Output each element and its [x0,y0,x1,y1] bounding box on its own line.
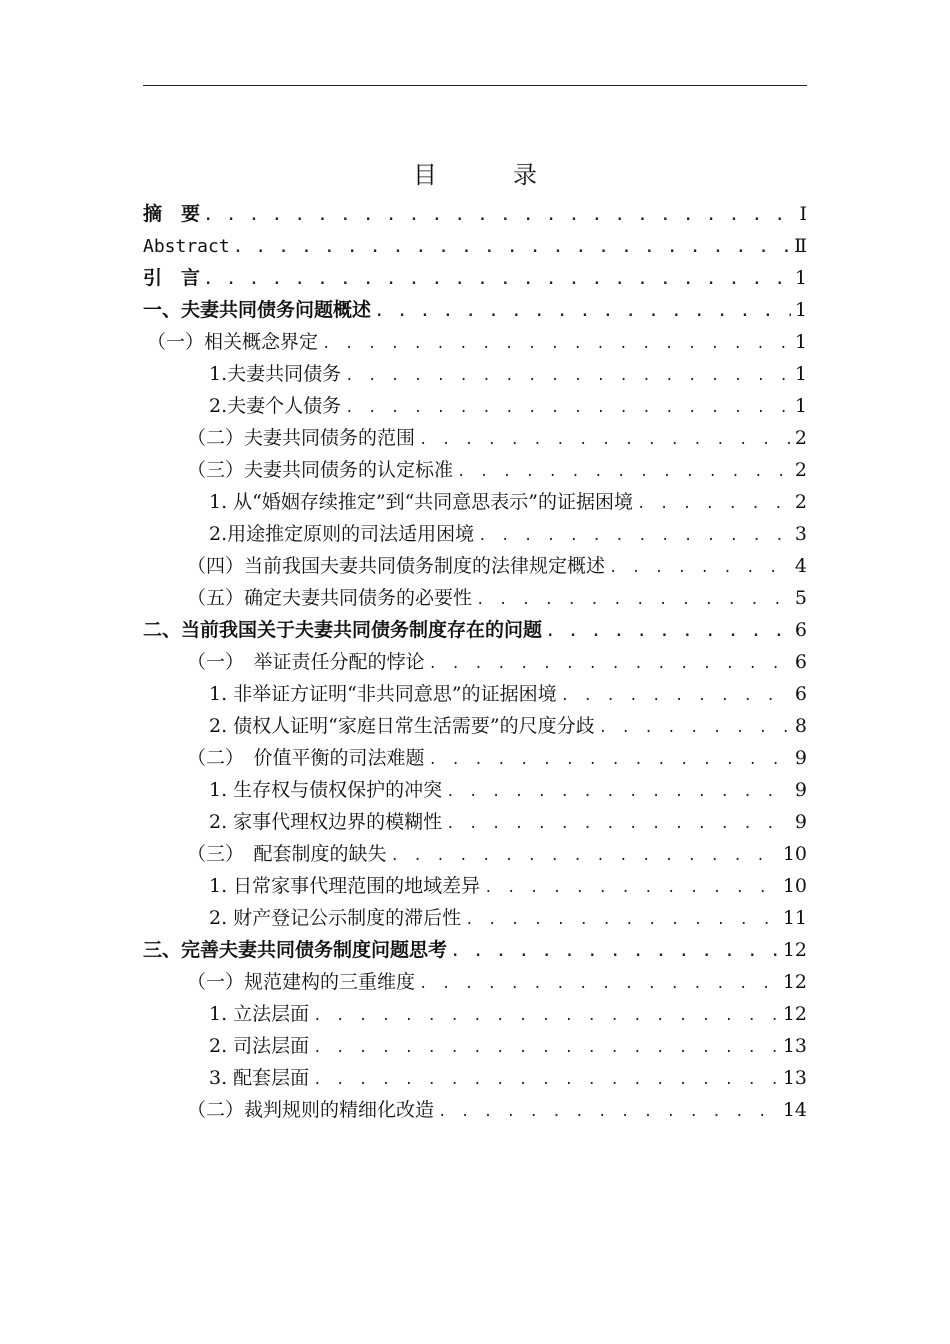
toc-entry-subsection[interactable] [143,774,807,806]
toc-entry-subsection[interactable] [143,710,807,742]
toc-label: （三） 配套制度的缺失 [187,843,387,865]
toc-label: 1. 生存权与债权保护的冲突 [209,779,443,801]
dot-leader [313,1000,779,1032]
dot-leader [234,232,790,264]
toc-entry-subsection[interactable] [143,870,807,902]
toc-page-number: 2 [794,491,807,513]
toc-label: 1.夫妻共同债务 [209,363,342,385]
toc-entry-section[interactable] [143,582,807,614]
toc-label: 2.用途推定原则的司法适用困境 [209,523,475,545]
dot-leader [451,936,779,968]
toc-entry-section[interactable] [143,326,807,358]
toc-page-number: 11 [782,907,807,929]
toc-label: 2. 财产登记公示制度的滞后性 [209,907,462,929]
toc-entry-section[interactable] [143,1094,807,1126]
dot-leader [478,520,791,552]
dot-leader [313,1064,779,1096]
dot-leader [438,1096,779,1128]
toc-page-number: 1 [794,363,807,385]
toc-entry-subsection[interactable] [143,390,807,422]
dot-leader [313,1032,779,1064]
toc-page-number: 9 [794,779,807,801]
toc-entry-abstract-cn[interactable] [143,198,807,230]
toc-label: 2. 债权人证明“家庭日常生活需要”的尺度分歧 [209,715,595,737]
toc-label: （二）裁判规则的精细化改造 [187,1099,435,1121]
toc-page-number: 12 [782,939,807,961]
dot-leader [204,200,791,232]
header-rule [143,85,807,86]
dot-leader [546,616,791,648]
toc-entry-subsection[interactable] [143,1062,807,1094]
toc-entry-subsection[interactable] [143,678,807,710]
toc-label: 3. 配套层面 [209,1067,310,1089]
dot-leader [637,488,791,520]
toc-entry-chapter-2[interactable] [143,614,807,646]
toc-entry-section[interactable] [143,742,807,774]
toc-entry-section[interactable] [143,838,807,870]
toc-entry-section[interactable] [143,550,807,582]
dot-leader [429,648,791,680]
toc-label: （二）夫妻共同债务的范围 [187,427,416,449]
toc-label: 一、夫妻共同债务问题概述 [143,299,372,321]
toc-label: 2.夫妻个人债务 [209,395,342,417]
toc-page-number: 13 [782,1035,807,1057]
toc-page-number: Ⅰ [799,203,807,225]
toc-page-number: 14 [782,1099,807,1121]
toc-entry-section[interactable] [143,454,807,486]
toc-entry-abstract-en[interactable] [143,230,807,262]
dot-leader [419,968,779,1000]
toc-page-number: 2 [794,427,807,449]
dot-leader [599,712,791,744]
toc-label: Abstract [143,236,230,257]
toc-label: （五）确定夫妻共同债务的必要性 [187,587,473,609]
toc-label: 1. 立法层面 [209,1003,310,1025]
toc-entry-section[interactable] [143,422,807,454]
dot-leader [391,840,779,872]
toc-label: 2. 家事代理权边界的模糊性 [209,811,443,833]
toc-label: 1. 日常家事代理范围的地域差异 [209,875,481,897]
toc-page-number: 9 [794,747,807,769]
toc-label: 2. 司法层面 [209,1035,310,1057]
toc-page-number: 6 [794,619,807,641]
toc-label: 1. 从“婚姻存续推定”到“共同意思表示”的证据困境 [209,491,634,513]
dot-leader [609,552,791,584]
toc-label: 三、完善夫妻共同债务制度问题思考 [143,939,448,961]
dot-leader [446,808,791,840]
dot-leader [419,424,791,456]
toc-label: （二） 价值平衡的司法难题 [187,747,425,769]
toc-page-number: 12 [782,1003,807,1025]
toc-entry-section[interactable] [143,646,807,678]
toc-entry-subsection[interactable] [143,358,807,390]
toc-entry-subsection[interactable] [143,806,807,838]
toc-page-number: 1 [794,299,807,321]
dot-leader [561,680,791,712]
toc-page-number: 6 [794,683,807,705]
toc-entry-subsection[interactable] [143,1030,807,1062]
table-of-contents [143,198,807,1126]
toc-page-number: Ⅱ [794,235,807,257]
toc-page-number: 8 [794,715,807,737]
dot-leader [446,776,791,808]
toc-page-number: 1 [794,395,807,417]
toc-label: 1. 非举证方证明“非共同意思”的证据困境 [209,683,557,705]
toc-page-number: 10 [782,843,807,865]
toc-label: 引 言 [143,267,201,289]
dot-leader [484,872,779,904]
toc-page-number: 9 [794,811,807,833]
dot-leader [476,584,791,616]
toc-page-number: 10 [782,875,807,897]
dot-leader [457,456,791,488]
toc-entry-subsection[interactable] [143,518,807,550]
toc-page-number: 3 [794,523,807,545]
toc-page-number: 4 [794,555,807,577]
toc-label: （三）夫妻共同债务的认定标准 [187,459,454,481]
toc-label: （一）规范建构的三重维度 [187,971,416,993]
toc-page-number: 6 [794,651,807,673]
toc-label: 摘 要 [143,203,201,225]
toc-entry-section[interactable] [143,966,807,998]
toc-entry-subsection[interactable] [143,902,807,934]
dot-leader [345,360,791,392]
toc-page-number: 2 [794,459,807,481]
dot-leader [204,264,791,296]
toc-entry-chapter-1[interactable] [143,294,807,326]
toc-entry-introduction[interactable] [143,262,807,294]
toc-label: （四）当前我国夫妻共同债务制度的法律规定概述 [187,555,606,577]
dot-leader [465,904,779,936]
dot-leader [322,328,791,360]
toc-entry-subsection[interactable] [143,998,807,1030]
toc-entry-subsection[interactable] [143,486,807,518]
toc-page-number: 12 [782,971,807,993]
dot-leader [345,392,791,424]
toc-label: 二、当前我国关于夫妻共同债务制度存在的问题 [143,619,543,641]
toc-page-number: 13 [782,1067,807,1089]
toc-page-number: 1 [794,267,807,289]
toc-page-number: 1 [794,331,807,353]
toc-label: （一）相关概念界定 [147,331,319,353]
dot-leader [429,744,791,776]
dot-leader [375,296,791,328]
toc-title: 目 录 [413,161,563,189]
toc-page-number: 5 [794,587,807,609]
toc-entry-chapter-3[interactable] [143,934,807,966]
toc-label: （一） 举证责任分配的悖论 [187,651,425,673]
